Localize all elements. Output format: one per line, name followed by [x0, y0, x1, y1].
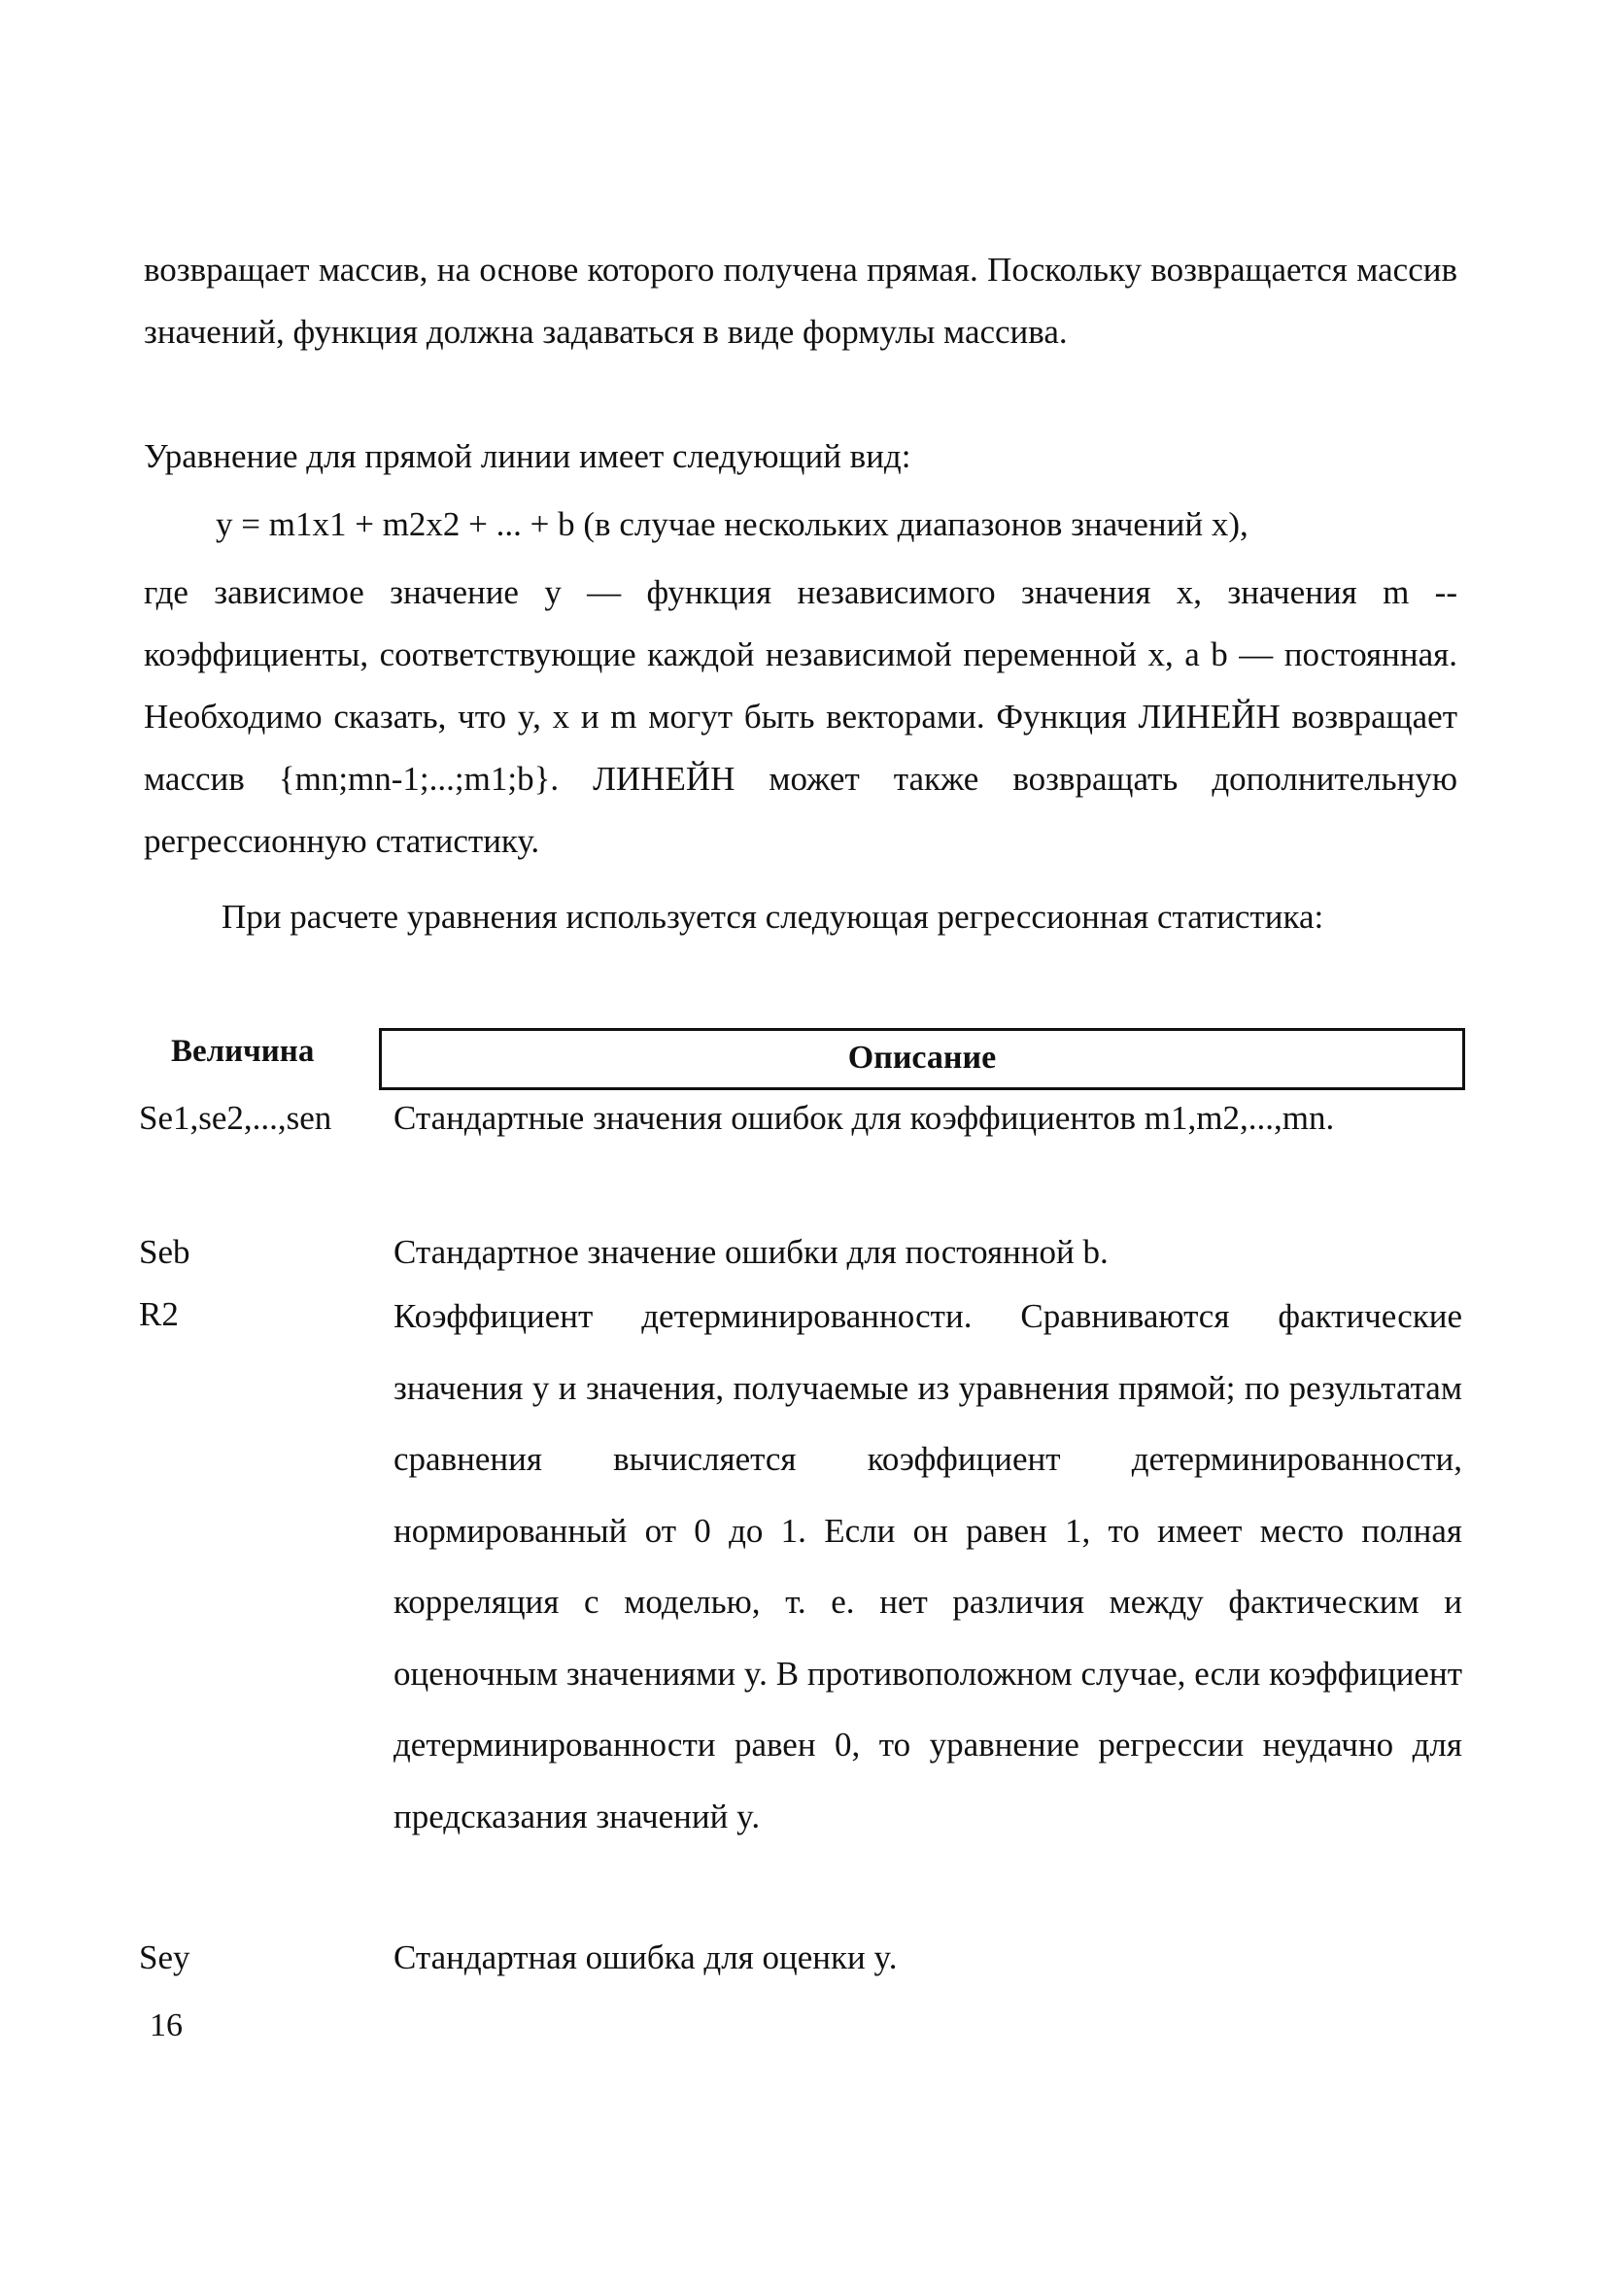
statistics-lead-paragraph: При расчете уравнения используется следующая регрессионная статистика:: [222, 898, 1324, 936]
table-row-key-r2: R2: [139, 1295, 179, 1333]
intro-paragraph: возвращает массив, на основе которого получена прямая. Поскольку возвращается массив значений, функция должна задаваться в виде формулы массива.: [144, 251, 1457, 351]
equation-explanation-paragraph: где зависимое значение y — функция независимого значения x, значения m -- коэффициенты, соответствующие каждой независимой переменной x, а b — постоянная. Необходимо сказать, что y, x и m могут быть векторами. Функция ЛИНЕЙН возвращает массив {mn;mn-1;...;m1;b}. ЛИНЕЙН может также возвращать дополнительную регрессионную статистику.: [144, 573, 1457, 860]
table-row-key-sey: Sey: [139, 1938, 190, 1976]
table-row-desc-seb: Стандартное значение ошибки для постоянной b.: [393, 1233, 1109, 1271]
table-row-desc-sey: Стандартная ошибка для оценки y.: [393, 1938, 898, 1976]
table-header-description: Описание: [379, 1028, 1465, 1090]
table-header-quantity: Величина: [171, 1034, 315, 1069]
table-row-desc-se: Стандартные значения ошибок для коэффициентов m1,m2,...,mn.: [393, 1099, 1335, 1137]
regression-equation: y = m1x1 + m2x2 + ... + b (в случае нескольких диапазонов значений x),: [216, 505, 1248, 543]
page-number: 16: [150, 2007, 183, 2043]
table-row-key-se: Se1,se2,...,sen: [139, 1099, 332, 1137]
table-row-desc-r2: Коэффициент детерминированности. Сравниваются фактические значения y и значения, получаемые из уравнения прямой; по результатам сравнения вычисляется коэффициент детерминированности, нормированный от 0 до 1. Если он равен 1, то имеет место полная корреляция с моделью, т. е. нет различия между фактическим и оценочным значениями y. В противоположном случае, если коэффициент детерминированности равен 0, то уравнение регрессии неудачно для предсказания значений y.: [393, 1297, 1462, 1835]
equation-lead-paragraph: Уравнение для прямой линии имеет следующий вид:: [144, 437, 911, 475]
table-row-key-seb: Seb: [139, 1233, 190, 1271]
